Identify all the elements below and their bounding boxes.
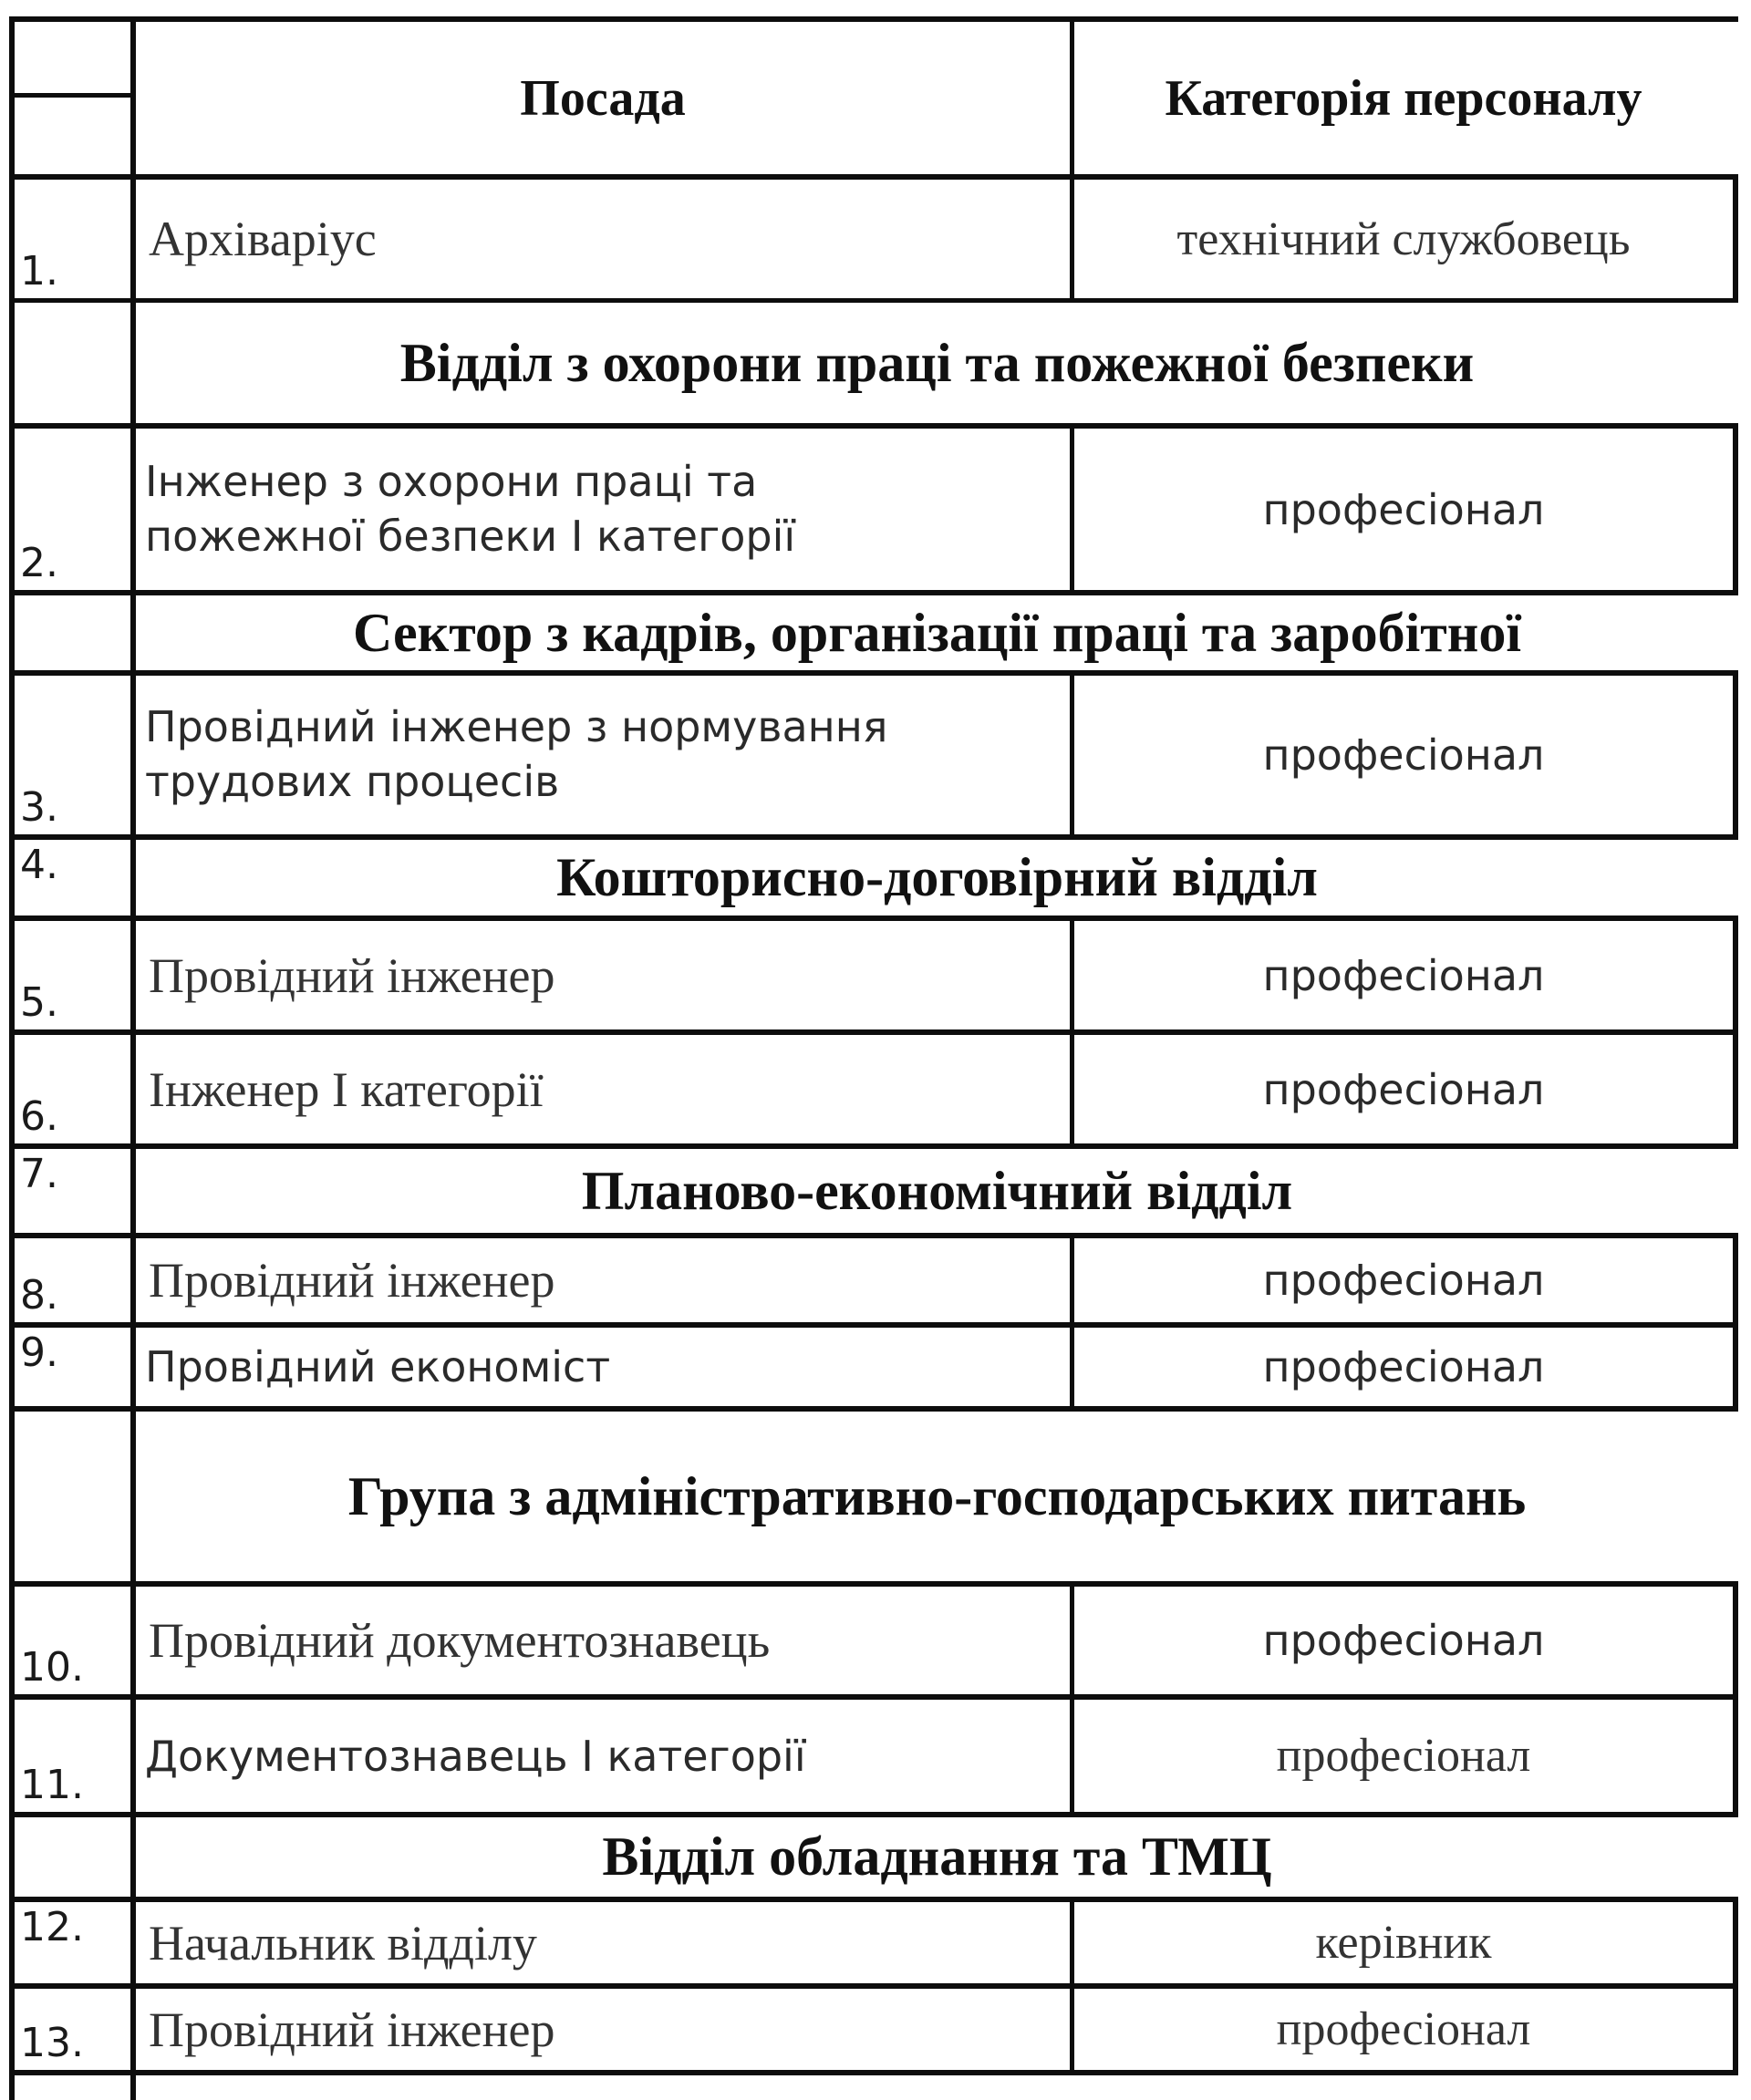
position-cell: Документознавець І категорії xyxy=(145,1731,806,1781)
row-number: 13. xyxy=(20,2020,84,2066)
table-border-right xyxy=(1733,426,1738,593)
row-line xyxy=(9,2070,1738,2075)
section-title: Група з адміністративно-господарських питань xyxy=(347,1465,1527,1526)
section-title: Кошторисно-договірний відділ xyxy=(556,847,1318,907)
position-text xyxy=(145,455,795,564)
position-cell xyxy=(136,429,1070,590)
row-number: 3. xyxy=(20,784,58,831)
position-cell: Провідний інженер xyxy=(149,947,555,1003)
row-number: 6. xyxy=(20,1093,58,1140)
position-line: Інженер з охорони праці та xyxy=(145,456,758,506)
position-line: трудових процесів xyxy=(145,757,560,806)
position-cell: Провідний економіст xyxy=(145,1342,611,1391)
category-cell: професіонал xyxy=(1262,484,1545,534)
category-cell: професіонал xyxy=(1262,1616,1545,1665)
position-cell: Провідний документознавець xyxy=(149,1613,771,1668)
category-cell: професіонал xyxy=(1262,950,1545,1000)
position-cell: Провідний інженер xyxy=(149,1253,555,1308)
position-cell: Архіваріус xyxy=(149,212,377,266)
position-line: пожежної безпеки І категорії xyxy=(145,511,796,561)
category-cell: професіонал xyxy=(1262,1256,1545,1305)
category-cell: професіонал xyxy=(1262,730,1545,780)
row-number: 11. xyxy=(20,1762,84,1808)
position-line: Провідний інженер з нормування xyxy=(145,702,888,752)
position-cell: Провідний інженер xyxy=(149,2002,555,2057)
section-title: Сектор з кадрів, організації праці та заробітної xyxy=(352,602,1521,663)
row-number: 1. xyxy=(20,248,58,295)
category-cell: технічний службовець xyxy=(1176,212,1631,265)
row-number: 8. xyxy=(20,1272,58,1319)
row-line xyxy=(9,93,136,98)
row-number: 12. xyxy=(20,1904,84,1950)
row-number: 4. xyxy=(20,842,58,888)
section-title: Відділ з охорони праці та пожежної безпеки xyxy=(399,332,1475,393)
row-number: 10. xyxy=(20,1644,84,1691)
header-category: Категорія персоналу xyxy=(1165,69,1642,127)
position-cell xyxy=(136,676,1070,834)
category-cell: професіонал xyxy=(1276,2003,1531,2055)
section-title: Відділ обладнання та ТМЦ xyxy=(602,1826,1272,1887)
row-number: 5. xyxy=(20,979,58,1026)
row-number: 9. xyxy=(20,1329,58,1376)
category-cell: професіонал xyxy=(1262,1342,1545,1391)
category-cell: керівник xyxy=(1315,1917,1492,1969)
category-cell: професіонал xyxy=(1276,1730,1531,1782)
position-cell: Інженер І категорії xyxy=(149,1061,544,1117)
header-position: Посада xyxy=(520,69,686,127)
table-border-right xyxy=(1733,673,1738,837)
category-cell: професіонал xyxy=(1262,1064,1545,1114)
position-text xyxy=(145,700,887,810)
row-number: 2. xyxy=(20,540,58,586)
row-number: 7. xyxy=(20,1151,58,1197)
position-cell: Начальник відділу xyxy=(149,1915,537,1971)
table-border-right xyxy=(1733,177,1738,301)
section-title: Планово-економічний відділ xyxy=(581,1160,1293,1221)
